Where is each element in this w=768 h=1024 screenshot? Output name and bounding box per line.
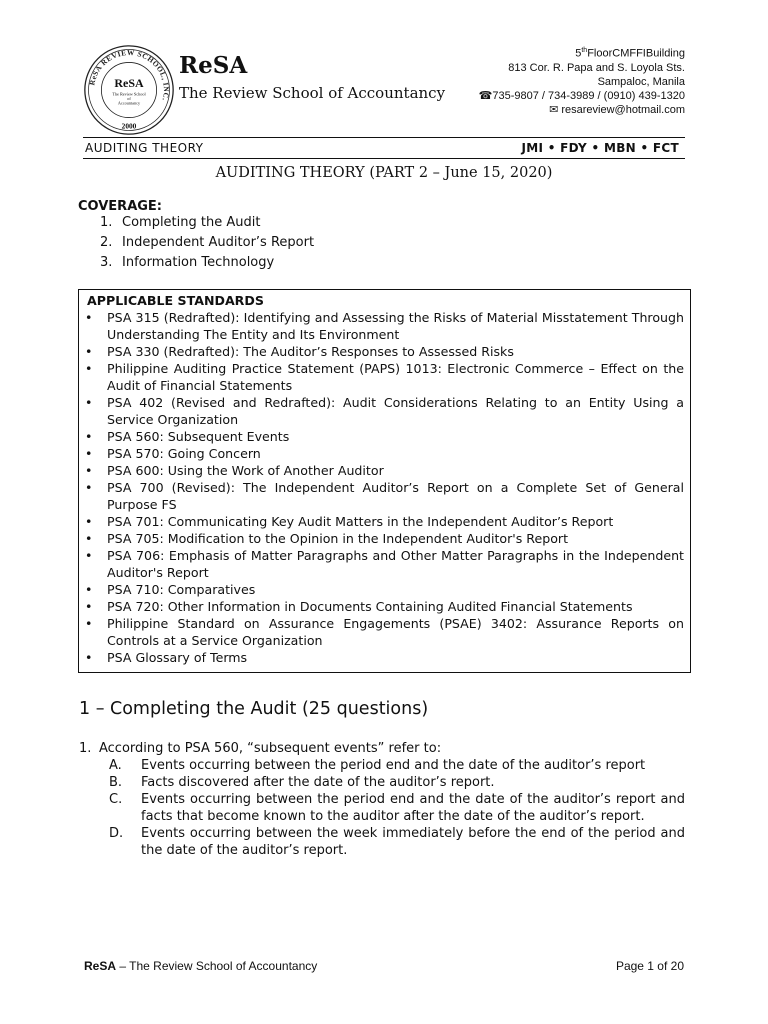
logo-line2: of — [127, 96, 131, 102]
standard-item: • PSA 560: Subsequent Events — [85, 429, 290, 444]
question-stem: 1. According to PSA 560, “subsequent events” refer to: — [79, 741, 442, 756]
coverage-item: 2. Independent Auditor’s Report — [100, 235, 315, 250]
logo-line1: The Review School — [112, 91, 146, 97]
coverage-list — [100, 213, 314, 273]
standard-item: • PSA 720: Other Information in Documents Containing Audited Financial Statements — [85, 599, 633, 614]
logo-year: 2000 — [121, 121, 137, 131]
logo-line3: Accountancy — [117, 100, 141, 106]
standard-item: • PSA 315 (Redrafted): Identifying and Assessing the Risks of Material Misstatement Through Understanding The Entity and Its Environment — [85, 310, 684, 342]
answer-option: D. Events occurring between the week immediately before the end of the period and the date of the auditor’s report. — [109, 826, 685, 858]
section-heading: 1 – Completing the Audit (25 questions) — [79, 699, 429, 719]
document-title: AUDITING THEORY (PART 2 – June 15, 2020) — [215, 165, 553, 181]
question-1 — [79, 740, 685, 859]
coverage-item: 3. Information Technology — [100, 255, 275, 270]
coverage-label: COVERAGE: — [78, 199, 163, 214]
address-line-3: Sampaloc, Manila — [597, 75, 685, 88]
footer-brand: ReSA – The Review School of Accountancy — [84, 959, 318, 973]
page-number: Page 1 of 20 — [615, 959, 684, 973]
standard-item: • PSA 570: Going Concern — [85, 446, 261, 461]
standard-item: • PSA 600: Using the Work of Another Auditor — [85, 463, 384, 478]
address-block — [479, 44, 685, 117]
envelope-icon: ✉ — [549, 103, 562, 116]
standard-item: • PSA 700 (Revised): The Independent Auditor’s Report on a Complete Set of General Purpose FS — [85, 480, 684, 512]
standard-item: • PSA 706: Emphasis of Matter Paragraphs and Other Matter Paragraphs in the Independent Auditor's Report — [85, 548, 684, 580]
address-line-1: 5thFloorCMFFIBuilding — [575, 47, 685, 60]
standard-item: • PSA 402 (Revised and Redrafted): Audit Considerations Relating to an Entity Using a Service Organization — [85, 395, 684, 427]
logo-ring-text: ReSA REVIEW SCHOOL, INC. — [87, 47, 172, 103]
phone-icon: ☎ — [478, 89, 493, 102]
standard-item: • PSA 330 (Redrafted): The Auditor’s Responses to Assessed Risks — [85, 344, 514, 359]
standard-item: • Philippine Auditing Practice Statement (PAPS) 1013: Electronic Commerce – Effect on the Audit of Financial Statements — [85, 361, 684, 393]
phone-line: ☎735-9807 / 734-3989 / (0910) 439-1320 — [478, 89, 685, 102]
coverage-item: 1. Completing the Audit — [100, 215, 261, 230]
answer-option: B. Facts discovered after the date of the auditor’s report. — [109, 775, 495, 790]
standard-item: • PSA Glossary of Terms — [85, 650, 248, 665]
subject-label: AUDITING THEORY — [85, 141, 204, 155]
subject-bar — [83, 137, 685, 159]
brand-subtitle: The Review School of Accountancy — [179, 84, 446, 102]
instructors-label: JMI • FDY • MBN • FCT — [521, 141, 679, 155]
brand-name: ReSA — [179, 52, 248, 79]
standard-item: • PSA 701: Communicating Key Audit Matters in the Independent Auditor’s Report — [85, 514, 614, 529]
standard-item: • PSA 705: Modification to the Opinion in the Independent Auditor's Report — [85, 531, 569, 546]
email-line: ✉ resareview@hotmail.com — [549, 103, 685, 116]
answer-option: A. Events occurring between the period end and the date of the auditor’s report — [109, 758, 646, 773]
resa-logo — [83, 44, 175, 136]
standards-heading: APPLICABLE STANDARDS — [87, 293, 264, 308]
answer-option: C. Events occurring between the period end and the date of the auditor’s report and facts that become known to the auditor after the date of the auditor’s report. — [109, 792, 685, 824]
address-line-2: 813 Cor. R. Papa and S. Loyola Sts. — [508, 61, 685, 74]
applicable-standards-box — [78, 289, 691, 673]
standard-item: • PSA 710: Comparatives — [85, 582, 256, 597]
standard-item: • Philippine Standard on Assurance Engagements (PSAE) 3402: Assurance Reports on Controls at a Service Organization — [85, 616, 684, 648]
logo-center-text: ReSA — [114, 76, 144, 91]
